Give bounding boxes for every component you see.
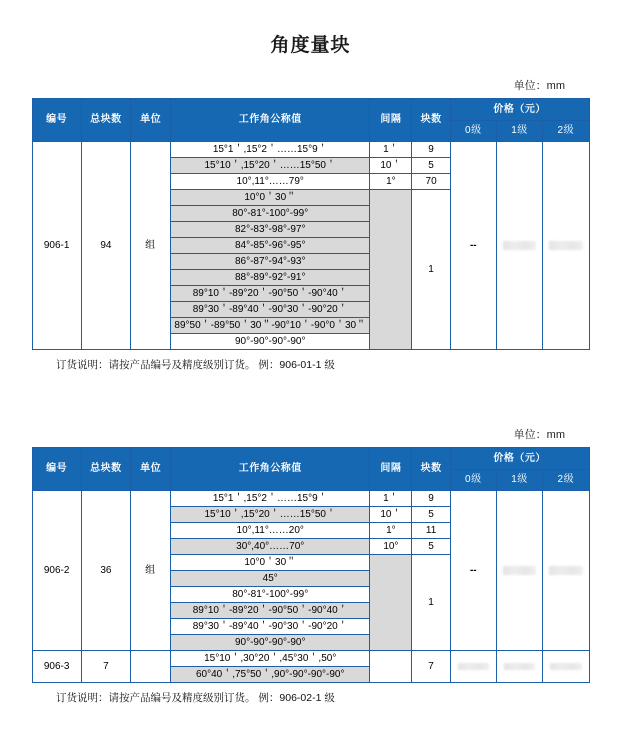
section-spacer	[0, 372, 621, 426]
header-interval: 间隔	[370, 99, 412, 142]
header-grade-0: 0级	[450, 121, 496, 142]
row-total-blocks: 7	[81, 651, 130, 683]
header-grade-0: 0级	[450, 470, 496, 491]
blurred-price-bar	[503, 566, 536, 575]
interval-value: 1＇	[370, 142, 412, 158]
count-value: 5	[412, 507, 450, 523]
header-unit: 单位	[131, 448, 171, 491]
interval-blank	[370, 651, 412, 683]
header-grade-2: 2级	[543, 121, 589, 142]
nominal-value: 15°10＇,15°20＇……15°50＇	[171, 507, 370, 523]
header-id: 编号	[32, 448, 81, 491]
header-nominal-value: 工作角公称值	[171, 99, 370, 142]
header-price: 价格（元）	[450, 99, 589, 121]
price-grade-2	[543, 142, 589, 350]
header-grade-1: 1级	[496, 121, 542, 142]
count-value: 70	[412, 174, 450, 190]
count-merged: 1	[412, 190, 450, 350]
interval-value: 10°	[370, 539, 412, 555]
table-body-1	[32, 142, 589, 350]
header-total-blocks: 总块数	[81, 99, 130, 142]
nominal-value: 86°-87°-94°-93°	[171, 254, 370, 270]
header-total-blocks: 总块数	[81, 448, 130, 491]
interval-value: 1＇	[370, 491, 412, 507]
header-id: 编号	[32, 99, 81, 142]
row-id: 906-2	[32, 491, 81, 651]
nominal-value: 89°10＇-89°20＇-90°50＇-90°40＇	[171, 286, 370, 302]
header-grade-2: 2级	[543, 470, 589, 491]
nominal-value: 80°-81°-100°-99°	[171, 587, 370, 603]
blurred-price-bar	[503, 241, 536, 250]
nominal-value: 10°,11°……79°	[171, 174, 370, 190]
interval-value: 1°	[370, 523, 412, 539]
nominal-value: 10°0＇30＂	[171, 555, 370, 571]
nominal-value: 89°10＇-89°20＇-90°50＇-90°40＇	[171, 603, 370, 619]
row-total-blocks: 94	[81, 142, 130, 350]
page-title: 角度量块	[270, 35, 351, 56]
row-unit: 组	[131, 491, 171, 651]
interval-value: 10＇	[370, 158, 412, 174]
price-grade-1	[496, 491, 542, 651]
nominal-value: 15°1＇,15°2＇……15°9＇	[171, 142, 370, 158]
price-grade-0: --	[450, 491, 496, 651]
angle-gauge-table-1	[32, 98, 590, 350]
order-note-1: 订货说明：请按产品编号及精度级别订货。 例：906-01-1 级	[56, 359, 335, 371]
count-merged: 7	[412, 651, 450, 683]
price-grade-1	[496, 142, 542, 350]
header-price: 价格（元）	[450, 448, 589, 470]
unit-label-1: 单位：mm	[513, 80, 565, 92]
interval-blank	[370, 555, 412, 651]
interval-blank	[370, 190, 412, 350]
nominal-value: 90°-90°-90°-90°	[171, 635, 370, 651]
blurred-price-bar	[458, 663, 489, 670]
count-value: 5	[412, 539, 450, 555]
count-value: 9	[412, 491, 450, 507]
nominal-value: 82°-83°-98°-97°	[171, 222, 370, 238]
row-unit	[131, 651, 171, 683]
document-page	[0, 30, 621, 750]
count-value: 5	[412, 158, 450, 174]
table-row	[32, 491, 589, 507]
interval-value: 1°	[370, 174, 412, 190]
blurred-price-bar	[549, 241, 582, 250]
unit-label-2: 单位：mm	[513, 429, 565, 441]
nominal-value: 45°	[171, 571, 370, 587]
row-id: 906-3	[32, 651, 81, 683]
price-grade-1	[496, 651, 542, 683]
nominal-value: 15°10＇,15°20＇……15°50＇	[171, 158, 370, 174]
table-header-row	[32, 448, 589, 470]
header-interval: 间隔	[370, 448, 412, 491]
count-merged: 1	[412, 555, 450, 651]
blurred-price-bar	[550, 663, 581, 670]
nominal-value: 30°,40°……70°	[171, 539, 370, 555]
row-unit: 组	[131, 142, 171, 350]
nominal-value: 15°1＇,15°2＇……15°9＇	[171, 491, 370, 507]
row-total-blocks: 36	[81, 491, 130, 651]
nominal-value: 89°30＇-89°40＇-90°30＇-90°20＇	[171, 619, 370, 635]
header-block-count: 块数	[412, 99, 450, 142]
nominal-value: 60°40＇,75°50＇,90°-90°-90°-90°	[171, 667, 370, 683]
blurred-price-bar	[549, 566, 582, 575]
nominal-value: 10°0＇30＂	[171, 190, 370, 206]
table-row	[32, 142, 589, 158]
price-grade-2	[543, 651, 589, 683]
price-grade-0	[450, 651, 496, 683]
nominal-value: 84°-85°-96°-95°	[171, 238, 370, 254]
order-note-2: 订货说明：请按产品编号及精度级别订货。 例：906-02-1 级	[56, 692, 335, 704]
header-block-count: 块数	[412, 448, 450, 491]
angle-gauge-table-2	[32, 447, 590, 683]
row-id: 906-1	[32, 142, 81, 350]
nominal-value: 90°-90°-90°-90°	[171, 334, 370, 350]
nominal-value: 15°10＇,30°20＇,45°30＇,50°	[171, 651, 370, 667]
table-row	[32, 651, 589, 667]
table-body-2	[32, 491, 589, 683]
interval-value: 10＇	[370, 507, 412, 523]
header-unit: 单位	[131, 99, 171, 142]
price-grade-2	[543, 491, 589, 651]
table-header-row	[32, 99, 589, 121]
blurred-price-bar	[504, 663, 535, 670]
nominal-value: 89°30＇-89°40＇-90°30＇-90°20＇	[171, 302, 370, 318]
header-grade-1: 1级	[496, 470, 542, 491]
price-grade-0: --	[450, 142, 496, 350]
count-value: 9	[412, 142, 450, 158]
nominal-value: 80°-81°-100°-99°	[171, 206, 370, 222]
nominal-value: 89°50＇-89°50＇30＂-90°10＇-90°0＇30＂	[171, 318, 370, 334]
nominal-value: 88°-89°-92°-91°	[171, 270, 370, 286]
nominal-value: 10°,11°……20°	[171, 523, 370, 539]
header-nominal-value: 工作角公称值	[171, 448, 370, 491]
count-value: 11	[412, 523, 450, 539]
